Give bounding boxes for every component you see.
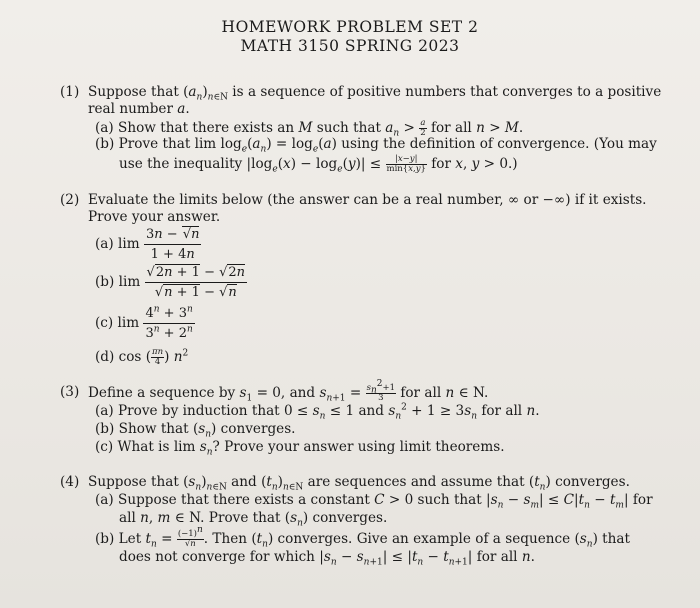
problem-3-intro: Define a sequence by $s_1 = 0$, and $s_{n+1}$ = $\frac{s_n^2+1}{3}$ for all n ∈ N. — [88, 379, 489, 404]
problem-2b-label: (b) — [95, 274, 115, 290]
problem-2b: (b) lim $\frac{√2n + 1 - √2n}{√n + 1 - √n}$ — [95, 265, 246, 300]
problem-3a: (a) Prove by induction that $0 \le s_n \le 1$ and $s_n^2 + 1 \ge 3s_n$ for all n. — [95, 402, 540, 422]
page-title: HOMEWORK PROBLEM SET 2 — [221, 18, 479, 36]
problem-1-number: (1) — [60, 84, 80, 100]
problem-2c: (c) lim $\frac{4^n + 3^n}{3^n + 2^n}$ — [95, 304, 193, 341]
problem-1a: (a) Show that there exists an M such that $a_n$ > $\frac{a}{2}$ for all n > M. — [95, 118, 524, 139]
problem-2a: (a) lim $\frac{3n - √n}{1 + 4n}$ — [95, 227, 200, 262]
problem-3-number: (3) — [60, 384, 80, 400]
course-subtitle: MATH 3150 SPRING 2023 — [240, 37, 460, 55]
problem-2-number: (2) — [60, 192, 80, 208]
problem-1b: (b) Prove that $\lim \log_e(a_n) = \log_e(a)$ using the definition of convergence. (You may — [95, 136, 657, 155]
problem-3b: (b) Show that $(s_n)$ converges. — [95, 421, 296, 440]
problem-4a: (a) Suppose that there exists a constant C > 0 such that $|s_n - s_m| \le C|t_n - t_m|$ for — [95, 492, 653, 511]
problem-3c-label: (c) — [95, 439, 114, 455]
problem-3c: (c) What is $\lim s_n$? Prove your answer using limit theorems. — [95, 439, 505, 458]
problem-1a-label: (a) — [95, 120, 114, 136]
problem-1b-label: (b) — [95, 136, 115, 152]
problem-2c-label: (c) — [95, 315, 114, 331]
problem-4-intro: Suppose that $(s_n)_{n\in N}$ and $(t_n)_{n\in N}$ are sequences and assume that $(t_n)$ converges. — [88, 474, 630, 493]
problem-4b-label: (b) — [95, 531, 115, 547]
problem-3a-label: (a) — [95, 403, 114, 419]
problem-2a-label: (a) — [95, 236, 114, 252]
homework-page: HOMEWORK PROBLEM SET 2 MATH 3150 SPRING 2023 (1) Suppose that $(a_n)_{n\in N}$ is a sequence of positive numbers that converges to a positive real number a. (a) Show that there exists an M such that $a_n$ > $\frac{a}{2}$ for all n > M. (b) Prove that $\lim \log_e(a_n) = \log_e(a)$ using the definition of convergence. (You may use the inequality $|\log_e(x) - \log_e(y)|$ ≤ |x−y| min{x,y} for x, y > 0.) (2) Evaluate the limits below (the answer can be a real number, ∞ or −∞) if it exists. Prove your answer. (a) lim $\frac{3n - √n}{1 + 4n}$ (b) lim $\frac{√2n + 1 - √2n}{√n + 1 - √n}$ (c) lim $\frac{4^n + 3^n}{3^n + 2^n}$ (d) cos ( $\frac{\pi n}{4}$ ) $n^2$ (3) Define a sequence by $s_1 = 0$, and $s_{n+1}$ = $\frac{s_n^2+1}{3}$ for all n ∈ N. (a) Prove by induction that $0 \le s_n \le 1$ and $s_n^2 + 1 \ge 3s_n$ for all n. (b) Show that $(s_n)$ converges. (c) What is $\lim s_n$? Prove your answer using limit theorems. (4) Suppose that $(s_n)_{n\in N}$ and $(t_n)_{n\in N}$ are sequences and assume that $(t_n)$ converges. (a) Suppose that there exists a constant C > 0 such that $|s_n - s_m| \le C|t_n - t_m|$ for all n, m ∈ N. Prove that $(s_n)$ converges. (b) Let $t_n$ = $\frac{(-1)^n}{√n}$ . Then $(t_n)$ converges. Give an example of a sequence $(s_n)$ that does not converge for which $|s_n - s_{n+1}| \le |t_n - t_{n+1}|$ for all n. — [0, 0, 700, 608]
problem-2-intro: Evaluate the limits below (the answer can be a real number, ∞ or −∞) if it exists. — [88, 192, 647, 208]
problem-4-number: (4) — [60, 474, 80, 490]
problem-4b: (b) Let $t_n$ = $\frac{(-1)^n}{√n}$ . Then $(t_n)$ converges. Give an example of a sequence $(s_n)$ that — [95, 525, 630, 550]
problem-4a-label: (a) — [95, 492, 114, 508]
problem-2d-label: (d) — [95, 349, 115, 365]
problem-3b-label: (b) — [95, 421, 115, 437]
problem-1-intro: Suppose that $(a_n)_{n\in N}$ is a sequence of positive numbers that converges to a positive — [88, 84, 662, 103]
problem-2d: (d) cos ( $\frac{\pi n}{4}$ ) $n^2$ — [95, 347, 189, 367]
